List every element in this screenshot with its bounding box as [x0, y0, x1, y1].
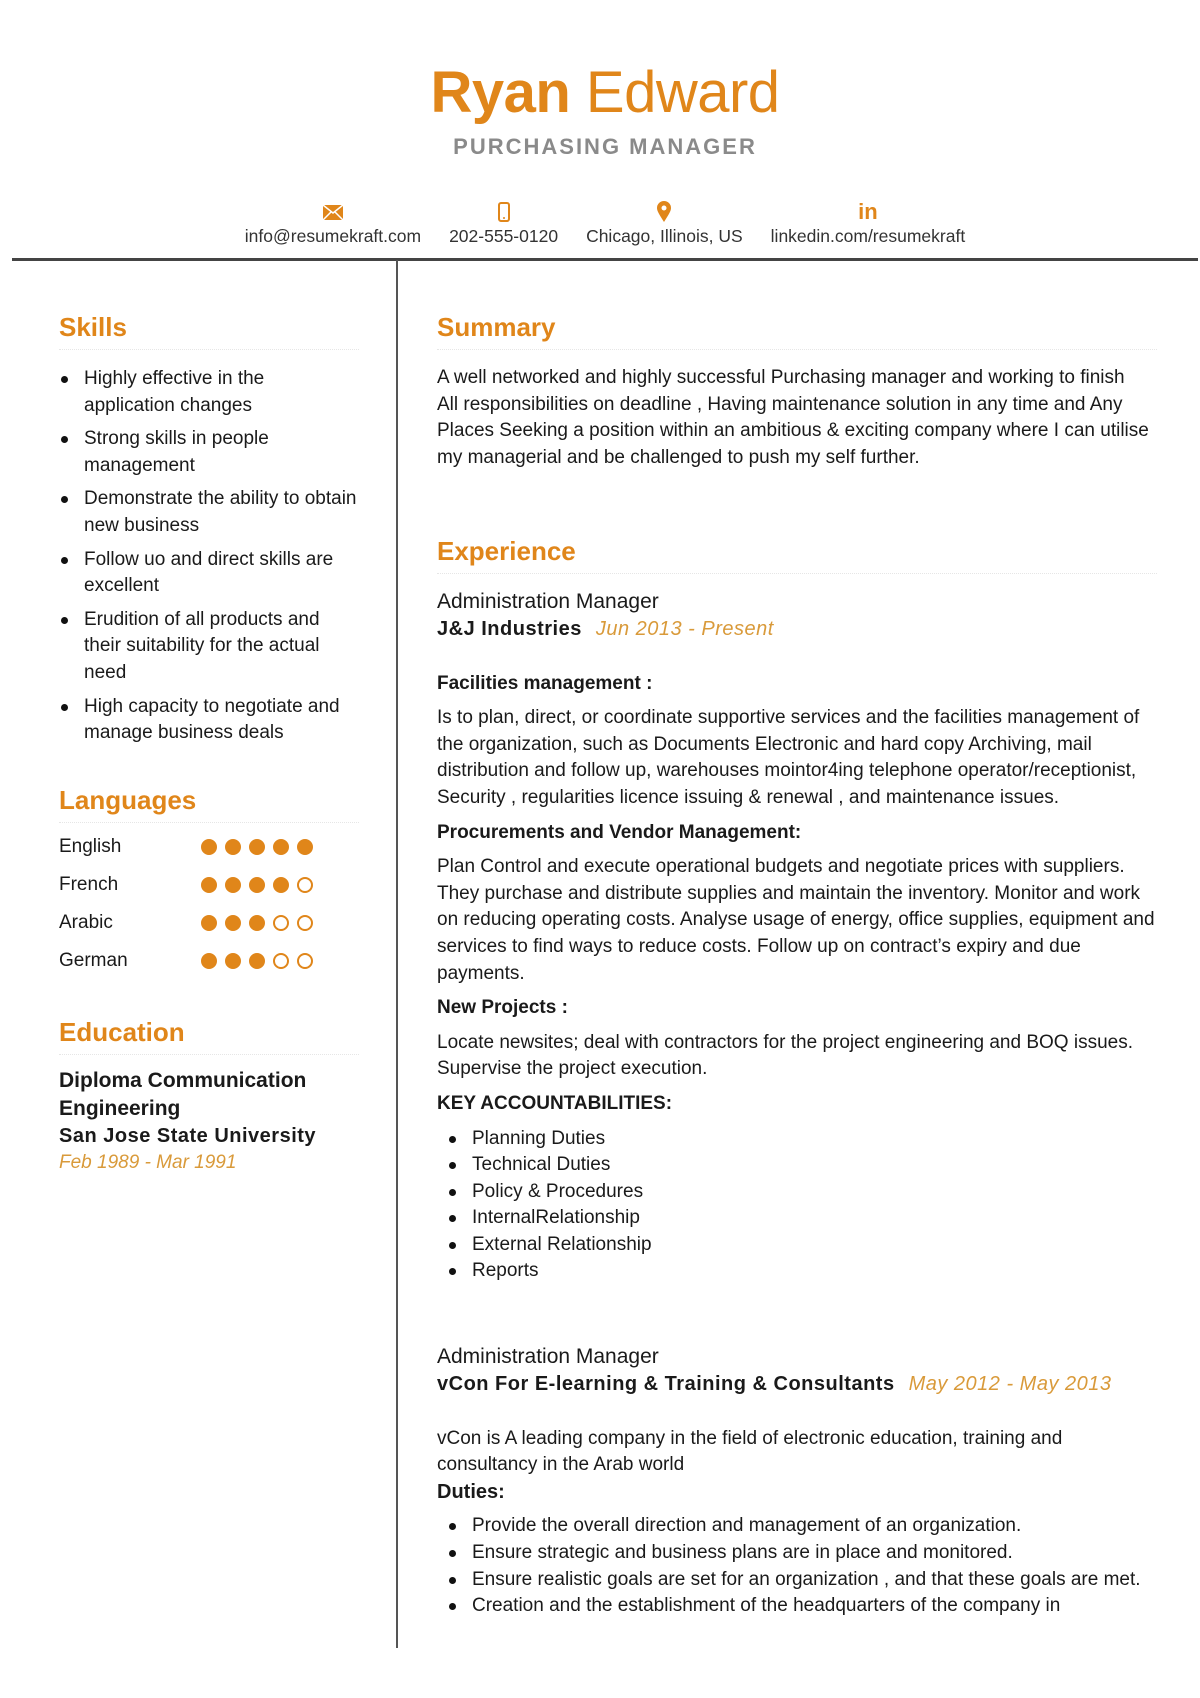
skill-item: Strong skills in people management — [59, 426, 359, 479]
skill-item: Erudition of all products and their suitability for the actual need — [59, 607, 359, 687]
contact-phone[interactable]: 202-555-0120 — [449, 198, 558, 247]
job-title: Administration Manager — [437, 1345, 659, 1368]
job-title: PURCHASING MANAGER — [453, 134, 757, 159]
language-rating — [201, 915, 313, 931]
empty-dot-icon — [297, 953, 313, 969]
experience-heading: Experience — [437, 536, 576, 566]
language-row — [59, 942, 359, 980]
empty-dot-icon — [273, 953, 289, 969]
heading-rule — [437, 572, 1157, 574]
header-divider — [12, 258, 1198, 261]
languages-heading: Languages — [59, 785, 197, 815]
empty-dot-icon — [297, 877, 313, 893]
list-item: Reports — [447, 1258, 1157, 1285]
accountabilities-list — [447, 1126, 1157, 1286]
job-company-line: J&J Industries Jun 2013 - Present — [437, 618, 774, 640]
list-item: Ensure realistic goals are set for an organization , and that these goals are met. — [447, 1567, 1157, 1594]
job-entry — [437, 588, 1157, 1285]
language-rating — [201, 839, 313, 855]
empty-dot-icon — [297, 915, 313, 931]
filled-dot-icon — [225, 953, 241, 969]
list-item: External Relationship — [447, 1232, 1157, 1259]
filled-dot-icon — [273, 877, 289, 893]
language-row — [59, 828, 359, 866]
list-item: Ensure strategic and business plans are in place and monitored. — [447, 1540, 1157, 1567]
duties-list — [447, 1513, 1157, 1619]
skill-item: High capacity to negotiate and manage business deals — [59, 694, 359, 747]
contact-location: Chicago, Illinois, US — [586, 198, 743, 247]
language-name: German — [59, 950, 128, 971]
list-item: Policy & Procedures — [447, 1179, 1157, 1206]
education-degree: Diploma Communication Engineering — [59, 1069, 307, 1120]
heading-rule — [437, 348, 1157, 350]
list-item: Provide the overall direction and management of an organization. — [447, 1513, 1157, 1540]
filled-dot-icon — [225, 877, 241, 893]
filled-dot-icon — [201, 915, 217, 931]
contact-bar — [0, 198, 1200, 247]
job-entry — [437, 1343, 1157, 1620]
education-dates: Feb 1989 - Mar 1991 — [59, 1152, 237, 1173]
filled-dot-icon — [225, 839, 241, 855]
job-dates: May 2012 - May 2013 — [908, 1373, 1112, 1395]
education-section — [59, 1015, 359, 1176]
filled-dot-icon — [225, 915, 241, 931]
summary-section — [437, 310, 1157, 471]
languages-list — [59, 828, 359, 980]
envelope-icon — [323, 198, 343, 226]
filled-dot-icon — [201, 877, 217, 893]
filled-dot-icon — [249, 915, 265, 931]
mobile-phone-icon — [498, 198, 510, 226]
job-dates: Jun 2013 - Present — [595, 618, 774, 640]
language-rating — [201, 877, 313, 893]
language-name: English — [59, 836, 122, 857]
filled-dot-icon — [201, 953, 217, 969]
heading-rule — [59, 821, 359, 823]
heading-rule — [59, 1053, 359, 1055]
filled-dot-icon — [297, 839, 313, 855]
language-name: Arabic — [59, 912, 113, 933]
column-divider — [396, 260, 398, 1648]
list-item: InternalRelationship — [447, 1205, 1157, 1232]
job-company-line: vCon For E-learning & Training & Consultants May 2012 - May 2013 — [437, 1373, 1112, 1395]
heading-rule — [59, 348, 359, 350]
skill-item: Demonstrate the ability to obtain new business — [59, 486, 359, 539]
summary-text: A well networked and highly successful Purchasing manager and working to finish All responsibilities on deadline , Having maintenance solution in any time and Any Places Seeking a position within an ambitious & exciting company where I can utilise my managerial and be challenged to push my self further. — [437, 367, 1149, 468]
language-rating — [201, 953, 313, 969]
filled-dot-icon — [249, 839, 265, 855]
filled-dot-icon — [201, 839, 217, 855]
list-item: Technical Duties — [447, 1152, 1157, 1179]
subsection-title: Duties: — [437, 1480, 505, 1503]
education-heading: Education — [59, 1017, 185, 1047]
language-name: French — [59, 874, 119, 895]
filled-dot-icon — [273, 839, 289, 855]
language-row — [59, 904, 359, 942]
education-school: San Jose State University — [59, 1125, 317, 1147]
subsection-title: Procurements and Vendor Management: — [437, 821, 802, 843]
empty-dot-icon — [273, 915, 289, 931]
subsection-title: New Projects : — [437, 997, 568, 1019]
linkedin-icon: in — [858, 199, 878, 224]
skills-heading: Skills — [59, 312, 127, 342]
experience-section — [437, 534, 1157, 1285]
subsection-text: Plan Control and execute operational budgets and negotiate prices with suppliers. They purchase and distribute supplies and maintain the inventory. Monitor and work on reducing operating costs. Analyse usage of energy, office supplies, equipment and services to find ways to reduce costs. Follow up on contract’s expiry and due payments. — [437, 856, 1155, 984]
subsection-title: KEY ACCOUNTABILITIES: — [437, 1092, 673, 1114]
language-row — [59, 866, 359, 904]
map-pin-icon — [656, 198, 672, 226]
list-item: Planning Duties — [447, 1126, 1157, 1153]
contact-email[interactable]: info@resumekraft.com — [245, 198, 421, 247]
subsection-text: Locate newsites; deal with contractors for the project engineering and BOQ issues. Supervise the project execution. — [437, 1031, 1133, 1080]
filled-dot-icon — [249, 877, 265, 893]
skill-item: Highly effective in the application changes — [59, 366, 359, 419]
filled-dot-icon — [249, 953, 265, 969]
summary-heading: Summary — [437, 312, 556, 342]
subsection-title: Facilities management : — [437, 672, 653, 694]
candidate-name: Ryan Edward — [430, 60, 780, 125]
languages-section — [59, 783, 359, 980]
skills-list — [59, 366, 359, 747]
job-title: Administration Manager — [437, 590, 659, 613]
skill-item: Follow uo and direct skills are excellent — [59, 547, 359, 600]
job-description: vCon is A leading company in the field of electronic education, training and consultancy in the Arab world — [437, 1427, 1063, 1476]
list-item: Creation and the establishment of the headquarters of the company in — [447, 1593, 1157, 1620]
contact-linkedin[interactable]: in linkedin.com/resumekraft — [770, 199, 966, 246]
subsection-text: Is to plan, direct, or coordinate supportive services and the facilities management of the organization, such as Documents Electronic and hard copy Archiving, mail distribution and follow up, warehouses mointor4ing telephone operator/receptionist, Security , regularities licence issuing & renewal , and maintenance issues. — [437, 707, 1140, 808]
skills-section — [59, 310, 359, 747]
